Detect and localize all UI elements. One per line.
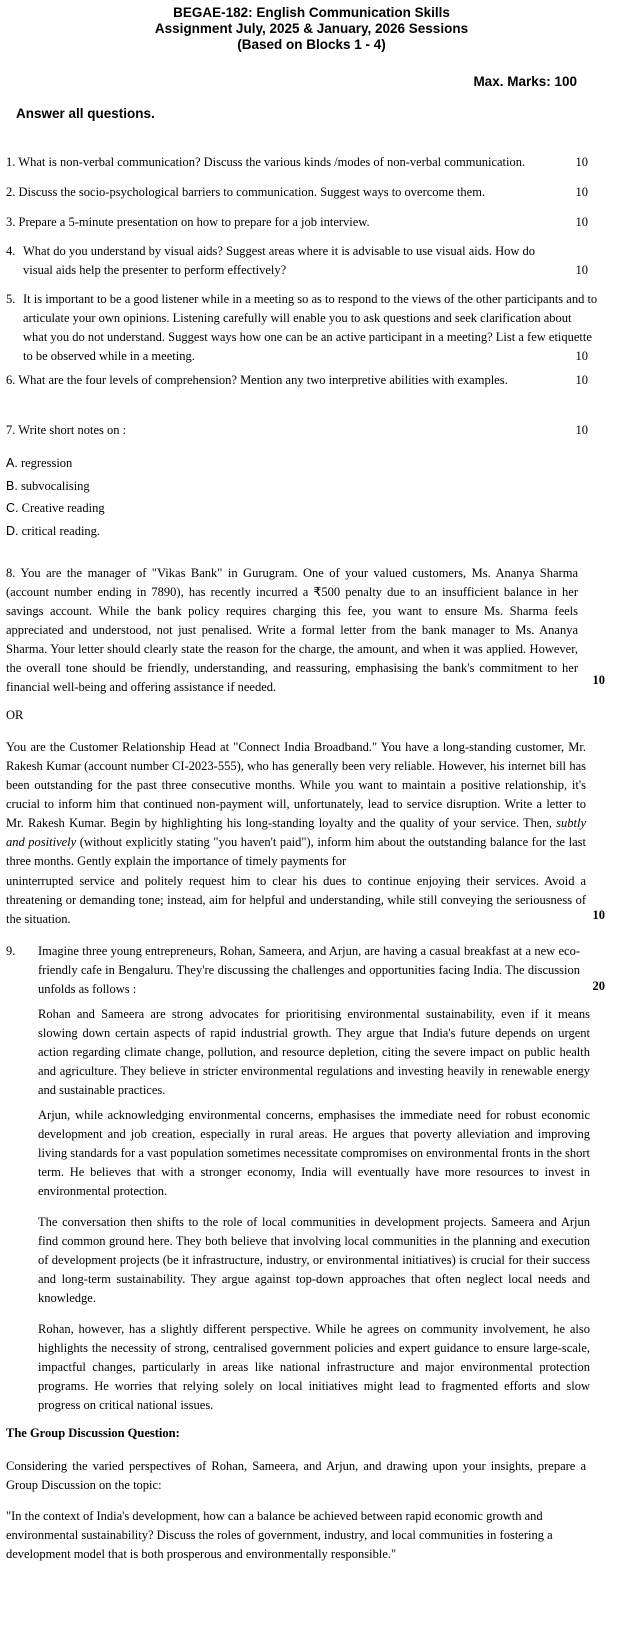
question-4 <box>6 242 606 280</box>
question-1 <box>6 153 606 172</box>
question-text: It is important to be a good listener while in a meeting so as to respond to the views of the other participants and to articulate your own opinions. Listening carefully will enable you to ask questions and seek clarification about what you do not understand. Suggest ways how one can be an active participant in a meeting? List a few etiquette to be observed while in a meeting. <box>23 292 598 363</box>
list-item <box>6 454 72 473</box>
question-8-emphasis: subtly and positively <box>6 816 586 849</box>
question-9-number: 9. <box>6 944 16 958</box>
assignment-session: Assignment July, 2025 & January, 2026 Sessions <box>154 21 469 36</box>
list-letter: C. <box>6 501 19 515</box>
question-marks: 10 <box>575 263 588 277</box>
gd-heading: The Group Discussion Question: <box>6 1426 180 1440</box>
max-marks: Max. Marks: 100 <box>473 74 577 89</box>
question-8-part-b <box>6 738 586 871</box>
question-number: 1. <box>6 155 16 169</box>
list-item <box>6 477 90 496</box>
question-marks: 10 <box>575 155 588 169</box>
question-marks: 10 <box>575 215 588 229</box>
list-text: Creative reading <box>21 501 105 515</box>
question-text: Discuss the socio-psychological barriers to communication. Suggest ways to overcome them. <box>18 185 486 199</box>
list-letter: B. <box>6 479 18 493</box>
question-text: What are the four levels of comprehension? Mention any two interpretive abilities with examples. <box>18 373 508 387</box>
question-8-text: You are the Customer Relationship Head at "Connect India Broadband." You have a long-standing customer, Mr. Rakesh Kumar (account number CI-2023-555), who has generally been very reliable. However, his internet bill has been outstanding for the past three consecutive months. While you want to maintain a positive relationship, it's crucial to inform him that continued non-payment will, unfortunately, lead to service disruption. Write a letter to Mr. Rakesh Kumar. Begin by highlighting his long-standing loyalty and the quality of your service. Then, <box>6 740 586 830</box>
discussion-paragraph: Arjun, while acknowledging environmental concerns, emphasises the immediate need for robust economic development and job creation, especially in rural areas. He argues that poverty alleviation and improving living standards for a vast population sometimes necessitate compromises on environmental fronts in the short term. He believes that with a stronger economy, India will eventually have more resources to invest in environmental protection. <box>38 1108 590 1198</box>
question-8-marks-b: 10 <box>592 908 605 922</box>
instruction: Answer all questions. <box>16 106 155 121</box>
question-6 <box>6 371 606 390</box>
question-number: 2. <box>6 185 16 199</box>
list-letter: D. <box>6 524 19 538</box>
question-8-part-a: 8. You are the manager of "Vikas Bank" in Gurugram. One of your valued customers, Ms. Ananya Sharma (account number ending in 7890), has recently incurred a ₹500 penalty due to an insufficient balance in her savings account. While the bank policy requires charging this fee, you want to ensure Ms. Sharma feels appreciated and understood, not just penalised. Write a formal letter from the bank manager to Ms. Ananya Sharma. Your letter should clearly state the reason for the charge, the amount, and when it was applied. However, the overall tone should be friendly, understanding, and reassuring, emphasising the bank's commitment to her financial well-being and offering assistance if needed. <box>6 566 578 694</box>
discussion-paragraph: The conversation then shifts to the role of local communities in development projects. Sameera and Arjun find common ground here. They both believe that involving local communities in the planning and execution of development projects (be it infrastructure, industry, or environmental initiatives) is crucial for their success and long-term sustainability. They argue against top-down approaches that often neglect local needs and knowledge. <box>38 1215 590 1305</box>
question-marks: 10 <box>575 185 588 199</box>
question-marks: 10 <box>575 349 588 363</box>
question-8-marks-a: 10 <box>592 673 605 687</box>
gd-prompt: Considering the varied perspectives of Rohan, Sameera, and Arjun, and drawing upon your insights, prepare a Group Discussion on the topic: <box>6 1459 586 1492</box>
list-letter: A. <box>6 456 18 470</box>
question-number: 3. <box>6 215 16 229</box>
list-text: regression <box>20 456 73 470</box>
question-marks: 10 <box>575 373 588 387</box>
list-text: critical reading. <box>21 524 101 538</box>
question-text: What is non-verbal communication? Discuss the various kinds /modes of non-verbal communication. <box>18 155 526 169</box>
gd-topic: "In the context of India's development, how can a balance be achieved between rapid economic growth and environmental sustainability? Discuss the roles of government, industry, and local communities in fostering a development model that is both prosperous and environmentally responsible." <box>6 1509 553 1561</box>
question-marks: 10 <box>575 423 588 437</box>
discussion-paragraph: Rohan, however, has a slightly different perspective. While he agrees on community involvement, he also highlights the necessity of strong, centralised government policies and expert guidance to ensure large-scale, impactful changes, particularly in areas like national infrastructure and major environmental protection programs. He worries that relying solely on local initiatives might lead to fragmented efforts and slow progress on critical national issues. <box>38 1322 590 1412</box>
question-3 <box>6 213 606 232</box>
question-text: What do you understand by visual aids? Suggest areas where it is advisable to use visual aids. How do visual aids help the presenter to perform effectively? <box>23 244 536 277</box>
question-number: 4. <box>6 244 16 258</box>
question-number: 5. <box>6 292 16 306</box>
question-number: 6. <box>6 373 16 387</box>
question-7 <box>6 421 606 440</box>
question-9-intro: Imagine three young entrepreneurs, Rohan, Sameera, and Arjun, are having a casual breakfast at a new eco-friendly cafe in Bengaluru. They're discussing the challenges and opportunities facing India. The discussion unfolds as follows : <box>38 944 580 996</box>
question-9-marks: 20 <box>592 979 605 993</box>
question-2 <box>6 183 606 202</box>
discussion-paragraph: Rohan and Sameera are strong advocates for prioritising environmental sustainability, even if it means slowing down certain aspects of rapid industrial growth. They argue that India's future depends on urgent action regarding climate change, pollution, and resource depletion, citing the severe impact on public health and agriculture. They believe in stricter environmental regulations and investing heavily in renewable energy and sustainable practices. <box>38 1007 590 1097</box>
question-5 <box>6 290 606 366</box>
list-item <box>6 499 105 518</box>
question-8-part-b-cont: uninterrupted service and politely request him to clear his dues to continue enjoying their services. Avoid a threatening or demanding tone; instead, aim for helpful and understanding, while still conveying the seriousness of the situation. <box>6 874 586 926</box>
question-text: Prepare a 5-minute presentation on how to prepare for a job interview. <box>18 215 370 229</box>
list-text: subvocalising <box>20 479 90 493</box>
or-separator: OR <box>6 708 24 722</box>
question-text: 7. Write short notes on : <box>6 423 127 437</box>
question-8-text: (without explicitly stating "you haven't paid"), inform him about the outstanding balance for the last three months. Gently explain the importance of timely payments for <box>6 835 586 868</box>
course-title: BEGAE-182: English Communication Skills <box>173 5 450 20</box>
list-item <box>6 522 100 541</box>
blocks-note: (Based on Blocks 1 - 4) <box>237 37 386 52</box>
